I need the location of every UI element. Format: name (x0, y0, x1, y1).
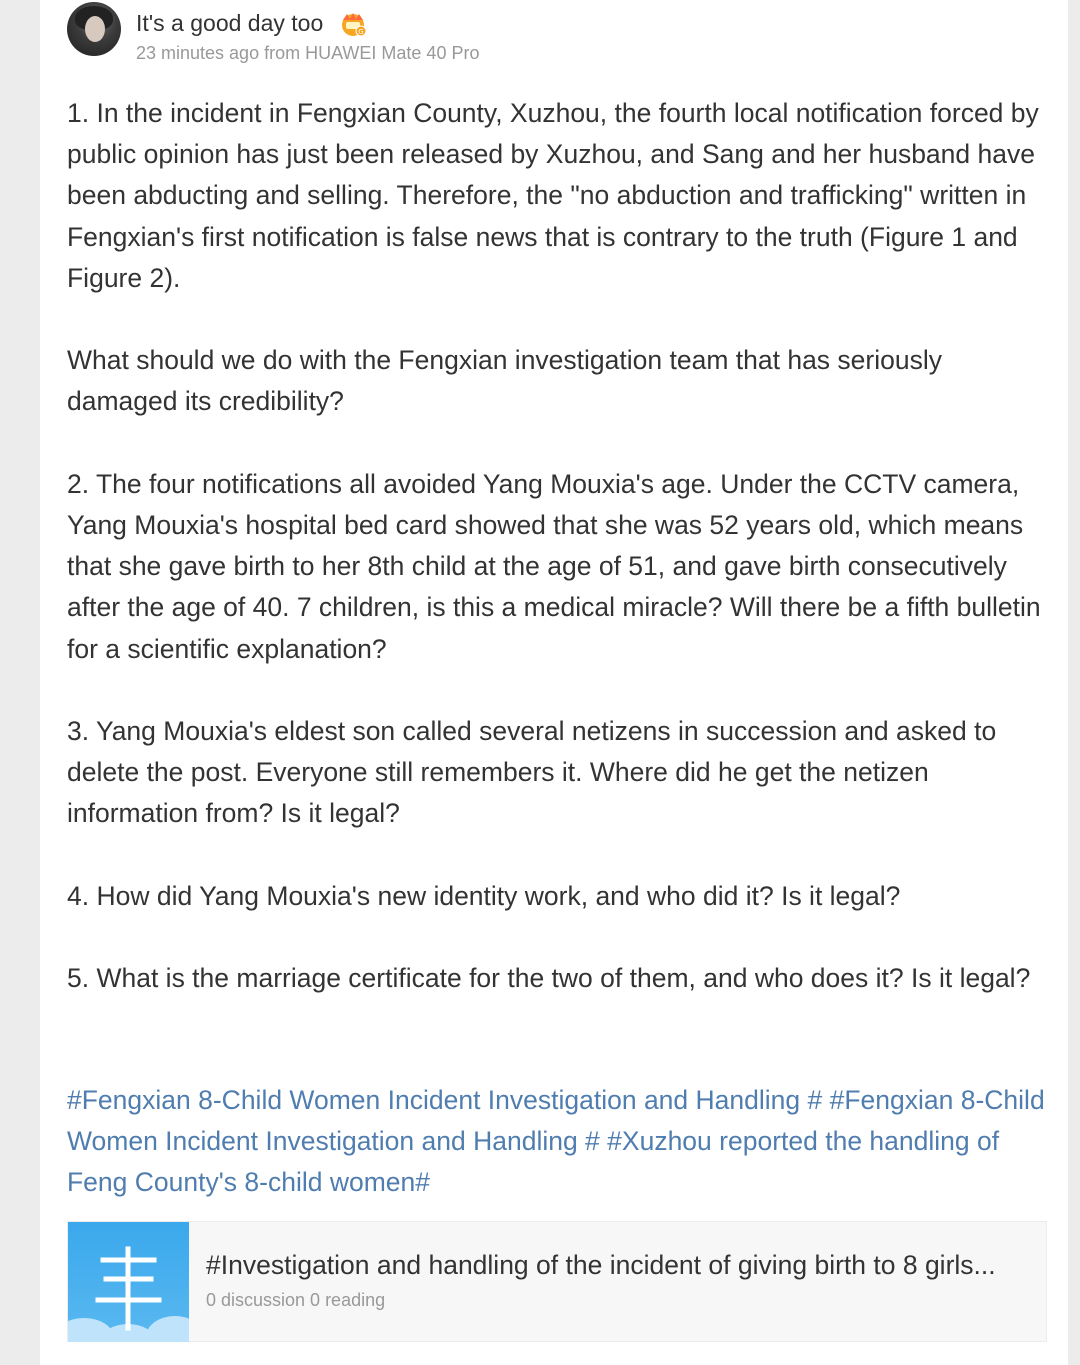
feng-character-icon (68, 1222, 189, 1342)
hashtag-link[interactable]: #Xuzhou reported the handling of Feng County's 8-child women# (67, 1126, 1000, 1198)
topic-stats: 0 discussion 0 reading (206, 1290, 386, 1310)
paragraph: What should we do with the Fengxian investigation team that has seriously damaged its credibility? (67, 345, 942, 417)
avatar-face (85, 16, 105, 42)
hashtag-link[interactable]: #Fengxian 8-Child Women Incident Investigation and Handling # (67, 1085, 823, 1115)
post-card (40, 0, 1068, 1365)
paragraph: 2. The four notifications all avoided Yang Mouxia's age. Under the CCTV camera, Yang Mouxia's hospital bed card showed that she was 52 years old, which means that she gave birth to her 8th child at the age of 51, and gave birth consecutively after the age of 40. 7 children, is this a medical miracle? Will there be a fifth bulletin for a scientific explanation? (67, 468, 1041, 664)
paragraph: 4. How did Yang Mouxia's new identity work, and who did it? Is it legal? (67, 880, 901, 911)
post-header (67, 2, 1047, 62)
hashtag-link[interactable]: #Fengxian 8-Child Women Incident Investigation and Handling # (67, 1085, 1045, 1157)
hashtag-list (67, 1080, 1052, 1204)
crown-badge-icon[interactable] (339, 10, 367, 38)
paragraph: 1. In the incident in Fengxian County, Xuzhou, the fourth local notification forced by public opinion has just been released by Xuzhou, and Sang and her husband have been abducting and selling. Therefore, the "no abduction and trafficking" written in Fengxian's first notification is false news that is contrary to the truth (Figure 1 and Figure 2). (67, 98, 1039, 293)
post-body (67, 93, 1052, 1041)
paragraph: 5. What is the marriage certificate for the two of them, and who does it? Is it legal? (67, 963, 1031, 994)
username[interactable]: It's a good day too (136, 10, 324, 36)
topic-card[interactable] (67, 1221, 1047, 1342)
svg-text:G: G (358, 28, 364, 36)
topic-title[interactable]: #Investigation and handling of the incident of giving birth to 8 girls... (206, 1250, 996, 1280)
post-meta: 23 minutes ago from HUAWEI Mate 40 Pro (136, 43, 480, 63)
paragraph: 3. Yang Mouxia's eldest son called several netizens in succession and asked to delete the post. Everyone still remembers it. Where did he get the netizen information from? Is it legal? (67, 716, 997, 829)
avatar[interactable] (67, 2, 121, 56)
topic-thumbnail (68, 1222, 189, 1342)
